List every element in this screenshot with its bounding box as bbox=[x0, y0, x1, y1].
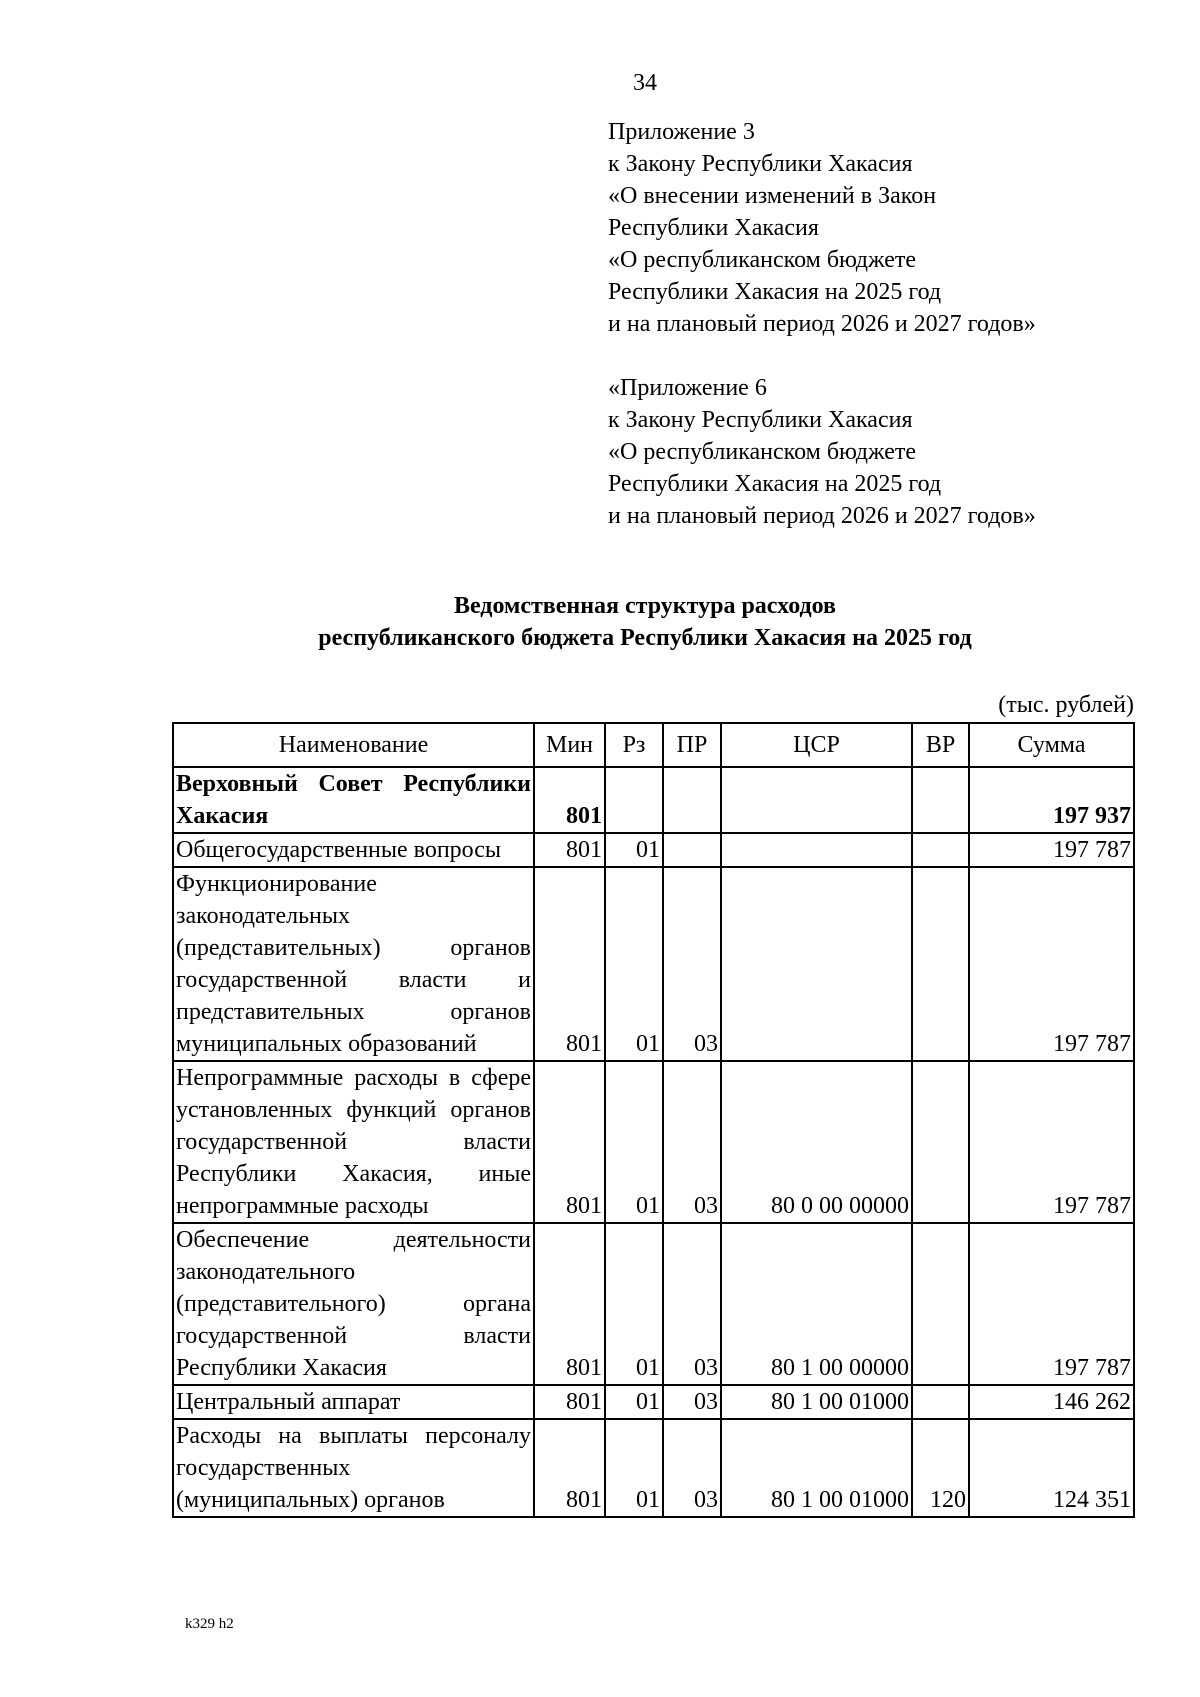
row-rz: 01 bbox=[605, 1385, 663, 1419]
row-name: Расходы на выплаты персоналу государственных (муниципальных) органов bbox=[173, 1419, 534, 1517]
row-vr bbox=[912, 1061, 969, 1223]
row-min: 801 bbox=[534, 767, 605, 833]
header-csr: ЦСР bbox=[721, 723, 912, 767]
row-name: Центральный аппарат bbox=[173, 1385, 534, 1419]
table-row bbox=[173, 1223, 1134, 1385]
row-name: Функционирование законодательных (представительных) органов государственной власти и представительных органов муниципальных образований bbox=[173, 867, 534, 1061]
table-row bbox=[173, 1385, 1134, 1419]
table-row bbox=[173, 833, 1134, 867]
header-name: Наименование bbox=[173, 723, 534, 767]
row-sum: 197 937 bbox=[969, 767, 1134, 833]
row-sum: 197 787 bbox=[969, 833, 1134, 867]
row-min: 801 bbox=[534, 1385, 605, 1419]
row-vr bbox=[912, 1223, 969, 1385]
table-row bbox=[173, 767, 1134, 833]
row-pr bbox=[663, 767, 721, 833]
row-csr bbox=[721, 767, 912, 833]
row-csr bbox=[721, 867, 912, 1061]
header-vr: ВР bbox=[912, 723, 969, 767]
table-row bbox=[173, 1419, 1134, 1517]
row-min: 801 bbox=[534, 1419, 605, 1517]
table-row bbox=[173, 867, 1134, 1061]
row-rz: 01 bbox=[605, 833, 663, 867]
footer-code: k329 h2 bbox=[185, 1616, 234, 1632]
row-pr: 03 bbox=[663, 1419, 721, 1517]
row-pr: 03 bbox=[663, 1223, 721, 1385]
row-rz: 01 bbox=[605, 867, 663, 1061]
row-sum: 197 787 bbox=[969, 867, 1134, 1061]
row-pr bbox=[663, 833, 721, 867]
row-vr bbox=[912, 833, 969, 867]
budget-table bbox=[172, 722, 1135, 1518]
row-name: Верховный Совет Республики Хакасия bbox=[173, 767, 534, 833]
header-rz: Рз bbox=[605, 723, 663, 767]
header-min: Мин bbox=[534, 723, 605, 767]
appendix6-line: Республики Хакасия на 2025 год bbox=[608, 471, 942, 497]
row-pr: 03 bbox=[663, 1061, 721, 1223]
row-pr: 03 bbox=[663, 1385, 721, 1419]
row-min: 801 bbox=[534, 1223, 605, 1385]
row-csr: 80 0 00 00000 bbox=[721, 1061, 912, 1223]
table-header-row bbox=[173, 723, 1134, 767]
appendix3-line: «О внесении изменений в Закон bbox=[608, 183, 937, 209]
row-pr: 03 bbox=[663, 867, 721, 1061]
appendix6-line: «Приложение 6 bbox=[608, 375, 767, 401]
appendix3-line: «О республиканском бюджете bbox=[608, 247, 917, 273]
row-sum: 124 351 bbox=[969, 1419, 1134, 1517]
appendix3-line: Республики Хакасия bbox=[608, 215, 819, 241]
appendix6-line: к Закону Республики Хакасия bbox=[608, 407, 913, 433]
title-line-2: республиканского бюджета Республики Хакасия на 2025 год bbox=[318, 625, 972, 651]
appendix-header bbox=[608, 116, 1036, 532]
title-line-1: Ведомственная структура расходов bbox=[453, 593, 837, 619]
row-csr: 80 1 00 01000 bbox=[721, 1419, 912, 1517]
units-label: (тыс. рублей) bbox=[998, 692, 1134, 718]
row-rz: 01 bbox=[605, 1419, 663, 1517]
row-csr bbox=[721, 833, 912, 867]
appendix3-line: к Закону Республики Хакасия bbox=[608, 151, 913, 177]
row-min: 801 bbox=[534, 867, 605, 1061]
row-min: 801 bbox=[534, 1061, 605, 1223]
header-pr: ПР bbox=[663, 723, 721, 767]
row-name: Непрограммные расходы в сфере установленных функций органов государственной власти Республики Хакасия, иные непрограммные расходы bbox=[173, 1061, 534, 1223]
table-row bbox=[173, 1061, 1134, 1223]
appendix6-line: «О республиканском бюджете bbox=[608, 439, 917, 465]
document-title bbox=[0, 590, 1200, 654]
row-vr bbox=[912, 1385, 969, 1419]
row-name: Общегосударственные вопросы bbox=[173, 833, 534, 867]
row-rz bbox=[605, 767, 663, 833]
row-csr: 80 1 00 00000 bbox=[721, 1223, 912, 1385]
row-sum: 197 787 bbox=[969, 1223, 1134, 1385]
appendix6-line: и на плановый период 2026 и 2027 годов» bbox=[608, 503, 1036, 529]
row-sum: 146 262 bbox=[969, 1385, 1134, 1419]
appendix3-line: Приложение 3 bbox=[608, 119, 755, 145]
header-sum: Сумма bbox=[969, 723, 1134, 767]
appendix3-line: и на плановый период 2026 и 2027 годов» bbox=[608, 311, 1036, 337]
row-min: 801 bbox=[534, 833, 605, 867]
row-vr bbox=[912, 867, 969, 1061]
row-rz: 01 bbox=[605, 1223, 663, 1385]
row-vr: 120 bbox=[912, 1419, 969, 1517]
row-csr: 80 1 00 01000 bbox=[721, 1385, 912, 1419]
row-name: Обеспечение деятельности законодательного (представительного) органа государственной власти Республики Хакасия bbox=[173, 1223, 534, 1385]
row-rz: 01 bbox=[605, 1061, 663, 1223]
row-sum: 197 787 bbox=[969, 1061, 1134, 1223]
row-vr bbox=[912, 767, 969, 833]
page-number: 34 bbox=[633, 70, 657, 96]
appendix3-line: Республики Хакасия на 2025 год bbox=[608, 279, 942, 305]
